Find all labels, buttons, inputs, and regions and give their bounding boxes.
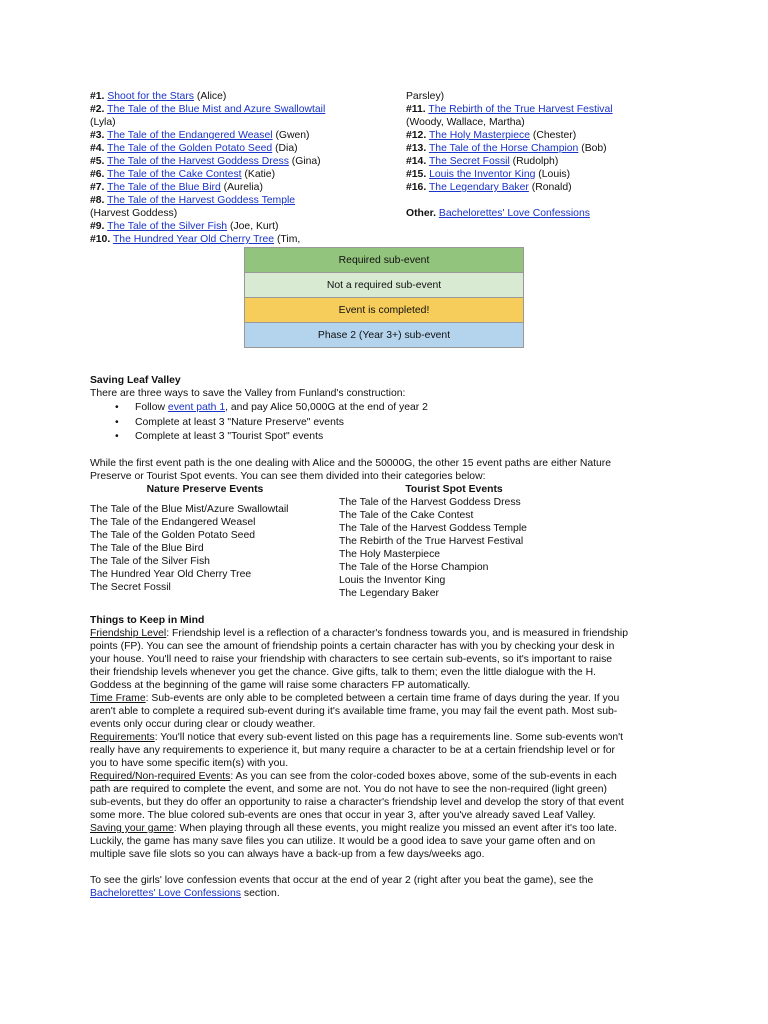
love-confessions-link[interactable]: Bachelorettes' Love Confessions <box>438 208 590 219</box>
keep-line: points (FP). You can see the amount of friendship points a certain character has with you by checking your desk in <box>90 641 615 652</box>
saving-title: Saving Leaf Valley <box>90 375 181 386</box>
legend-required: Required sub-event <box>244 247 524 273</box>
event-link[interactable]: The Legendary Baker <box>428 182 529 193</box>
color-legend <box>244 248 524 348</box>
event-entry-cont: Parsley) <box>406 91 445 102</box>
legend-not-required: Not a required sub-event <box>244 272 524 298</box>
event-link[interactable]: The Tale of the Blue Mist and Azure Swallowtail <box>107 104 326 115</box>
nature-event: The Tale of the Golden Potato Seed <box>90 530 256 541</box>
tourist-event: The Tale of the Cake Contest <box>339 510 474 521</box>
keep-line: aren't able to complete a required sub-event during it's available time frame, you may fail the event path. Most sub- <box>90 706 618 717</box>
event-entry-cont: (Woody, Wallace, Martha) <box>406 117 525 128</box>
keep-line: your house. You'll need to raise your friendship with characters to see certain sub-events, so it's important to raise <box>90 654 613 665</box>
keep-in-mind-body <box>90 627 680 861</box>
event-entry: #13. The Tale of the Horse Champion (Bob) <box>406 143 607 154</box>
keep-line: really have any requirements to experience it, but many require a character to be at a certain friendship level or for <box>90 745 616 756</box>
closing-line-2: Bachelorettes' Love Confessions section. <box>90 888 280 899</box>
event-entry: #8. The Tale of the Harvest Goddess Temple <box>90 195 296 206</box>
bullet-item: • Follow event path 1, and pay Alice 50,000G at the end of year 2 <box>115 401 428 416</box>
keep-line: Friendship Level: Friendship level is a reflection of a character's fondness towards you, and is measured in friendship <box>90 628 628 639</box>
tourist-event: The Tale of the Harvest Goddess Dress <box>339 497 521 508</box>
event-entry: #5. The Tale of the Harvest Goddess Dress (Gina) <box>90 156 321 167</box>
event-link[interactable]: The Hundred Year Old Cherry Tree <box>112 234 275 245</box>
keep-line: some more. The blue colored sub-events are ones that occur in year 3, after you've already saved Leaf Valley. <box>90 810 596 821</box>
closing-line: To see the girls' love confession events that occur at the end of year 2 (right after you beat the game), see the <box>90 875 594 886</box>
event-link[interactable]: The Tale of the Golden Potato Seed <box>107 143 273 154</box>
keep-line: events only occur during clear or cloudy weather. <box>90 719 316 730</box>
event-link[interactable]: Shoot for the Stars <box>107 91 194 102</box>
saving-bullets <box>115 401 428 445</box>
event-entry: #4. The Tale of the Golden Potato Seed (Dia) <box>90 143 298 154</box>
event-link[interactable]: The Secret Fossil <box>428 156 510 167</box>
event-entry: #2. The Tale of the Blue Mist and Azure Swallowtail <box>90 104 326 115</box>
event-entry: #11. The Rebirth of the True Harvest Festival <box>406 104 613 115</box>
nature-preserve-column <box>90 483 320 594</box>
tourist-event: Louis the Inventor King <box>339 575 446 586</box>
event-entry: #12. The Holy Masterpiece (Chester) <box>406 130 577 141</box>
nature-event: The Tale of the Blue Mist/Azure Swallowtail <box>90 504 289 515</box>
bullet-item: • Complete at least 3 "Tourist Spot" events <box>115 430 428 445</box>
tourist-event: The Tale of the Harvest Goddess Temple <box>339 523 527 534</box>
categories-paragraph-line: Preserve or Tourist Spot events. You can see them divided into their categories below: <box>90 471 486 482</box>
tourist-spot-column <box>339 483 569 600</box>
legend-completed: Event is completed! <box>244 297 524 323</box>
love-confessions-link[interactable]: Bachelorettes' Love Confessions <box>90 888 242 899</box>
keep-line: Required/Non-required Events: As you can see from the color-coded boxes above, some of the sub-events in each <box>90 771 617 782</box>
nature-event: The Tale of the Blue Bird <box>90 543 204 554</box>
event-link[interactable]: The Tale of the Cake Contest <box>107 169 242 180</box>
keep-line: Requirements: You'll notice that every sub-event listed on this page has a requirements line. Some sub-events won't <box>90 732 624 743</box>
event-link[interactable]: The Tale of the Blue Bird <box>107 182 221 193</box>
event-list-left <box>90 90 390 246</box>
event-entry-cont: (Lyla) <box>90 117 116 128</box>
keep-line: path are required to complete the event, and some are not. You do not have to see the non-required (light green) <box>90 784 607 795</box>
keep-line: you to have some specific item(s) with you. <box>90 758 289 769</box>
tourist-event: The Tale of the Horse Champion <box>339 562 489 573</box>
keep-in-mind-title: Things to Keep in Mind <box>90 615 205 626</box>
event-entry: #1. Shoot for the Stars (Alice) <box>90 91 227 102</box>
keep-line: sub-events, but they do offer an opportunity to raise a character's friendship level and develop the story of that event <box>90 797 624 808</box>
keep-line: Luckily, the game has many save files you can utilize. It would be a good idea to save your game often and on <box>90 836 596 847</box>
nature-event: The Secret Fossil <box>90 582 171 593</box>
keep-line: Saving your game: When playing through all these events, you might realize you missed an event after it's too late. <box>90 823 618 834</box>
event-entry: #14. The Secret Fossil (Rudolph) <box>406 156 559 167</box>
other-entry: Other. Bachelorettes' Love Confessions <box>406 208 590 219</box>
event-entry: #9. The Tale of the Silver Fish (Joe, Kurt) <box>90 221 279 232</box>
event-entry: #16. The Legendary Baker (Ronald) <box>406 182 572 193</box>
nature-event: The Tale of the Endangered Weasel <box>90 517 256 528</box>
categories-paragraph-line: While the first event path is the one dealing with Alice and the 50000G, the other 15 event paths are either Nature <box>90 458 612 469</box>
event-list-right <box>406 90 706 220</box>
event-link[interactable]: The Tale of the Horse Champion <box>428 143 579 154</box>
nature-event: The Hundred Year Old Cherry Tree <box>90 569 252 580</box>
event-path-1-link[interactable]: event path 1 <box>167 402 226 413</box>
event-entry: #7. The Tale of the Blue Bird (Aurelia) <box>90 182 263 193</box>
event-entry: #3. The Tale of the Endangered Weasel (Gwen) <box>90 130 310 141</box>
event-entry: #10. The Hundred Year Old Cherry Tree (Tim, <box>90 234 301 245</box>
event-link[interactable]: Louis the Inventor King <box>429 169 536 180</box>
keep-line: their friendship levels whenever you get the chance. Give gifts, talk to them; even the little dialogue with the H. <box>90 667 596 678</box>
tourist-spot-heading: Tourist Spot Events <box>405 484 503 495</box>
keep-line: Goddess at the beginning of the game will raise some characters FP automatically. <box>90 680 471 691</box>
event-link[interactable]: The Holy Masterpiece <box>428 130 530 141</box>
nature-event: The Tale of the Silver Fish <box>90 556 210 567</box>
tourist-event: The Rebirth of the True Harvest Festival <box>339 536 524 547</box>
legend-phase-2: Phase 2 (Year 3+) sub-event <box>244 322 524 348</box>
bullet-item: • Complete at least 3 "Nature Preserve" events <box>115 416 428 431</box>
event-entry: #6. The Tale of the Cake Contest (Katie) <box>90 169 276 180</box>
keep-line: Time Frame: Sub-events are only able to be completed between a certain time frame of days during the year. If you <box>90 693 620 704</box>
tourist-event: The Holy Masterpiece <box>339 549 441 560</box>
event-link[interactable]: The Tale of the Harvest Goddess Temple <box>107 195 296 206</box>
nature-preserve-heading: Nature Preserve Events <box>146 484 264 495</box>
keep-line: multiple save file slots so you can always have a back-up from a few days/weeks ago. <box>90 849 485 860</box>
event-link[interactable]: The Tale of the Endangered Weasel <box>107 130 273 141</box>
event-link[interactable]: The Tale of the Silver Fish <box>107 221 228 232</box>
saving-intro: There are three ways to save the Valley from Funland's construction: <box>90 388 406 399</box>
event-entry-cont: (Harvest Goddess) <box>90 208 178 219</box>
event-link[interactable]: The Tale of the Harvest Goddess Dress <box>107 156 289 167</box>
tourist-event: The Legendary Baker <box>339 588 439 599</box>
event-entry: #15. Louis the Inventor King (Louis) <box>406 169 571 180</box>
event-link[interactable]: The Rebirth of the True Harvest Festival <box>428 104 613 115</box>
